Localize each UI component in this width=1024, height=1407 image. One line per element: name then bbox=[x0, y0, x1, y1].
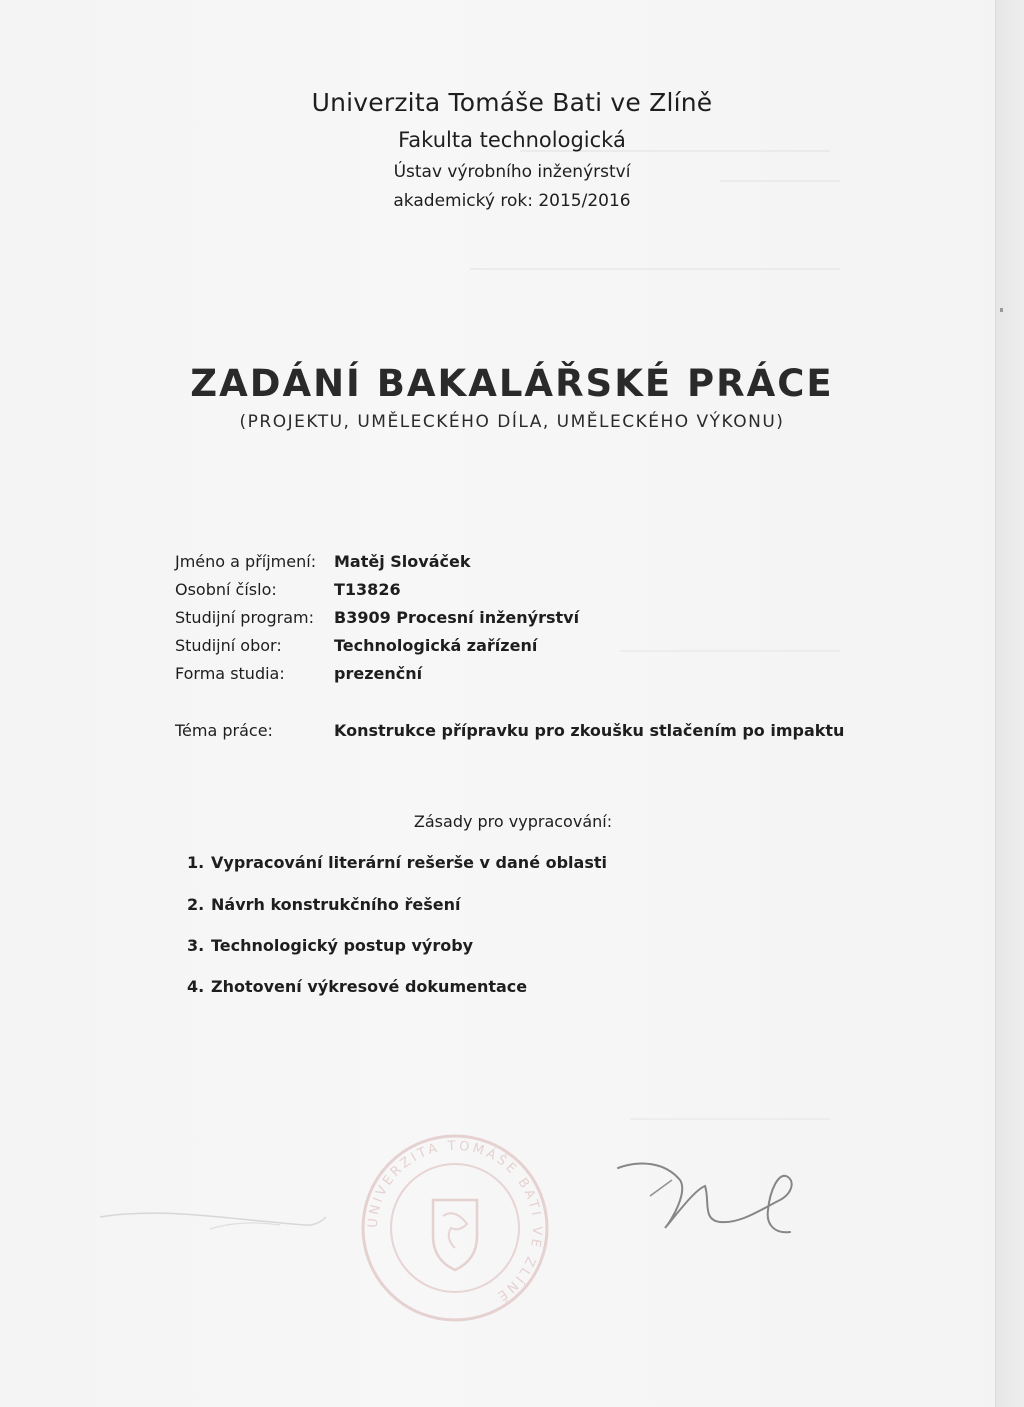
list-item-number: 3. bbox=[187, 936, 205, 955]
bleed-through-shadow bbox=[630, 1118, 830, 1120]
id-label: Osobní číslo: bbox=[175, 580, 277, 599]
document-subtitle: (PROJEKTU, UMĚLECKÉHO DÍLA, UMĚLECKÉHO VÝKONU) bbox=[239, 412, 785, 432]
info-row-field bbox=[175, 636, 875, 660]
list-item-number: 4. bbox=[187, 977, 205, 996]
list-item-text: Technologický postup výroby bbox=[211, 936, 474, 955]
document-title: ZADÁNÍ BAKALÁŘSKÉ PRÁCE bbox=[190, 362, 834, 405]
principles-heading: Zásady pro vypracování: bbox=[413, 812, 613, 831]
page-right-edge bbox=[995, 0, 1024, 1407]
name-label: Jméno a příjmení: bbox=[175, 552, 317, 571]
form-value: prezenční bbox=[334, 664, 423, 683]
list-item bbox=[187, 895, 747, 919]
topic-value: Konstrukce přípravku pro zkoušku stlačením po impaktu bbox=[334, 721, 845, 740]
institute-name: Ústav výrobního inženýrství bbox=[393, 162, 631, 182]
form-label: Forma studia: bbox=[175, 664, 285, 683]
program-label: Studijní program: bbox=[175, 608, 314, 627]
stamp-text: UNIVERZITA TOMÁŠE BATI VE ZLÍNĚ bbox=[365, 1138, 545, 1305]
list-item-text: Návrh konstrukčního řešení bbox=[211, 895, 461, 914]
list-item-text: Vypracování literární rešerše v dané oblasti bbox=[211, 853, 607, 872]
list-item-number: 2. bbox=[187, 895, 205, 914]
list-item bbox=[187, 977, 747, 1001]
head-signature bbox=[90, 1195, 350, 1255]
list-item-number: 1. bbox=[187, 853, 205, 872]
academic-year: akademický rok: 2015/2016 bbox=[393, 191, 631, 211]
info-row-name bbox=[175, 552, 875, 576]
field-value: Technologická zařízení bbox=[334, 636, 538, 655]
list-item bbox=[187, 853, 747, 877]
bleed-through-shadow bbox=[470, 268, 840, 270]
id-value: T13826 bbox=[334, 580, 401, 599]
list-item bbox=[187, 936, 747, 960]
official-stamp bbox=[355, 1128, 555, 1328]
info-row-id bbox=[175, 580, 875, 604]
list-item-text: Zhotovení výkresové dokumentace bbox=[211, 977, 528, 996]
program-value: B3909 Procesní inženýrství bbox=[334, 608, 580, 627]
faculty-name: Fakulta technologická bbox=[398, 128, 626, 152]
university-name: Univerzita Tomáše Bati ve Zlíně bbox=[311, 88, 713, 117]
name-value: Matěj Slováček bbox=[334, 552, 471, 571]
info-row-topic bbox=[175, 721, 875, 745]
field-label: Studijní obor: bbox=[175, 636, 282, 655]
scan-dust-mark bbox=[1000, 308, 1003, 312]
info-row-program bbox=[175, 608, 875, 632]
info-row-form bbox=[175, 664, 875, 688]
topic-label: Téma práce: bbox=[175, 721, 273, 740]
dean-signature bbox=[610, 1150, 820, 1250]
